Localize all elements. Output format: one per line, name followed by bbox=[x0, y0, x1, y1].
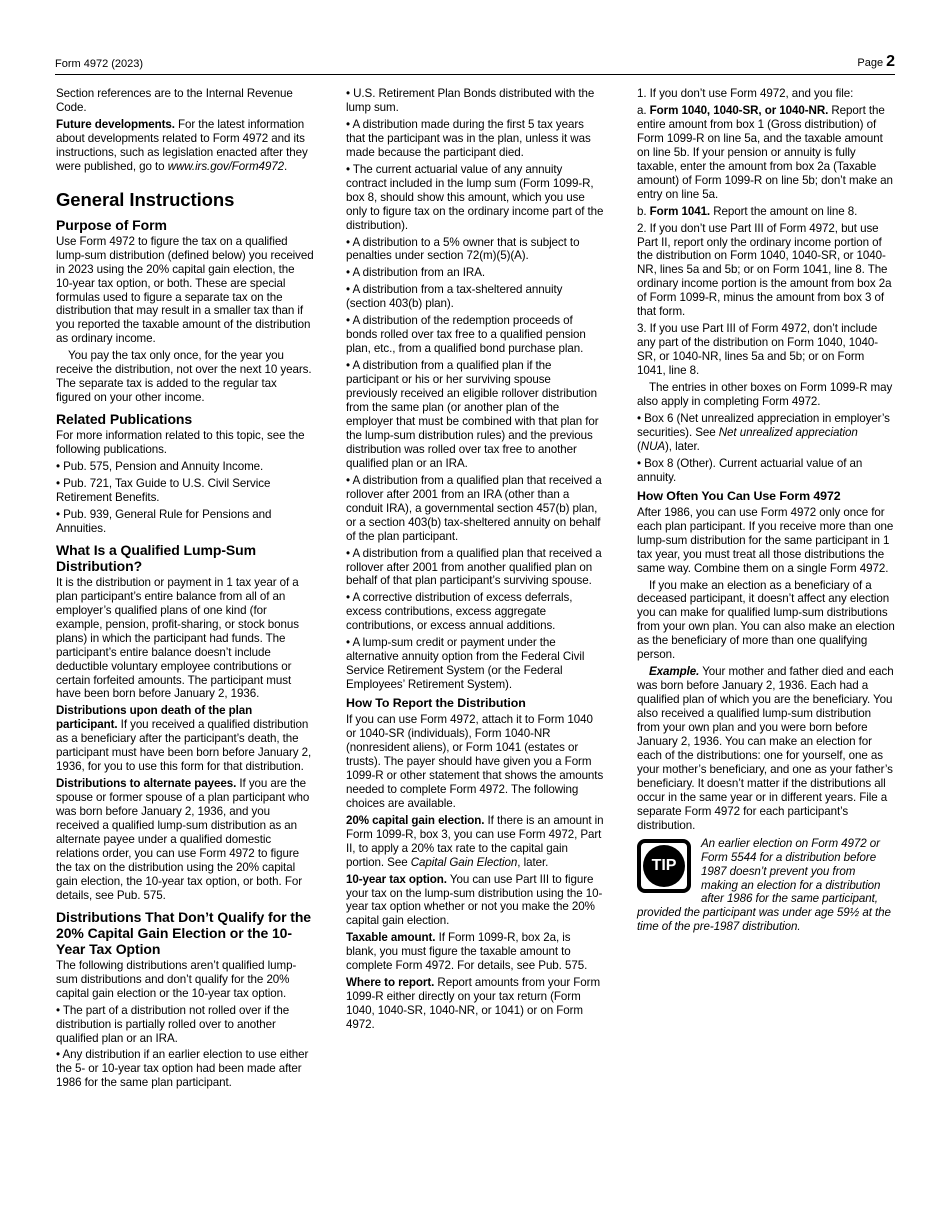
list-item: • A distribution from an IRA. bbox=[346, 266, 485, 280]
list-item: • The part of a distribution not rolled over if the distribution is partially rolled over to another qualified plan or an IRA. bbox=[56, 1003, 290, 1045]
box-6-item: • Box 6 (Net unrealized appreciation in employer’s securities). See Net unrealized appreciation (NUA), later. bbox=[637, 411, 890, 453]
numbered-item-3: 3. If you use Part III of Form 4972, don’t include any part of the distribution on Form 1040, 1040-SR, or 1040-NR, lines 5a and 5b; or on Form 1041, line 8. bbox=[637, 322, 879, 378]
column-2 bbox=[346, 87, 604, 1035]
list-item: • A lump-sum credit or payment under the alternative annuity option from the Federal Civil Service Retirement System (or the Federal Employees’ Retirement System). bbox=[346, 636, 585, 692]
entries-paragraph: The entries in other boxes on Form 1099-R may also apply in completing Form 4972. bbox=[637, 381, 893, 409]
page-indicator bbox=[857, 53, 895, 71]
list-item: • A distribution made during the first 5 tax years that the participant was in the plan, unless it was made because the participant died. bbox=[346, 117, 591, 159]
purpose-paragraph: Use Form 4972 to figure the tax on a qualified lump-sum distribution (defined below) you received in 2023 using the 20% capital gain election, the 10-year tax option, or both. These are special formulas used to figure a separate tax on the distribution that may result in a smaller tax than if you reported the taxable amount of the distribution as ordinary income. bbox=[56, 234, 314, 346]
capital-gain-paragraph: 20% capital gain election. If there is an amount in Form 1099-R, box 3, you can use Form 4972, Part II, to apply a 20% tax rate to the capital gain portion. See Capital Gain Election, later. bbox=[346, 813, 604, 869]
example-paragraph: Example. Your mother and father died and each was born before January 2, 1936. Each had a qualified plan of which you are the beneficiary. You also received a qualified lump-sum distribution from your own plan and you were born before January 2, 1936. You can make an election for each of the distributions: one for yourself, one as your mother’s beneficiary, and one as your father’s beneficiary. It doesn’t matter if the distributions all occur in the same year or in different years. File a separate Form 4972 for each participant’s distribution. bbox=[637, 665, 894, 832]
list-item: • A distribution of the redemption proceeds of bonds rolled over tax free to a qualified pension plan, etc., from a qualified bond purchase plan. bbox=[346, 314, 586, 356]
death-paragraph: Distributions upon death of the plan participant. If you received a qualified distribution as a beneficiary after the participant’s death, the participant must have been born before January 2, 1936, for you to use this form for that distribution. bbox=[56, 704, 312, 774]
pub-939: • Pub. 939, General Rule for Pensions and Annuities. bbox=[56, 507, 272, 535]
tip-icon bbox=[637, 839, 691, 893]
page-number: 2 bbox=[886, 53, 895, 70]
list-item: • The current actuarial value of any annuity contract included in the lump sum (Form 1099-R, box 8, should show this amount, which you use only to figure tax on the ordinary income part of the distribution). bbox=[346, 162, 604, 232]
list-item: • U.S. Retirement Plan Bonds distributed with the lump sum. bbox=[346, 87, 595, 114]
how-often-paragraph: After 1986, you can use Form 4972 only once for each plan participant. If you receive more than one lump-sum distribution for the same participant in 1 tax year, you must treat all those distributions the same way. Combine them on a single Form 4972. bbox=[637, 505, 894, 575]
irs-link[interactable]: www.irs.gov/Form4972 bbox=[167, 159, 284, 173]
related-publications-heading: Related Publications bbox=[56, 411, 193, 428]
box-8-item: • Box 8 (Other). Current actuarial value of an annuity. bbox=[637, 456, 863, 484]
ten-year-paragraph: 10-year tax option. You can use Part III to figure your tax on the lump-sum distribution using the 10-year tax option whether or not you make the 20% capital gain election. bbox=[346, 872, 603, 928]
purpose-paragraph-2: You pay the tax only once, for the year you receive the distribution, not over the next 10 years. The separate tax is added to the regular tax figured on your other income. bbox=[56, 349, 312, 405]
pub-721: • Pub. 721, Tax Guide to U.S. Civil Service Retirement Benefits. bbox=[56, 477, 271, 504]
item-1a: a. Form 1040, 1040-SR, or 1040-NR. Report the entire amount from box 1 (Gross distribution) of Form 1099-R on line 5a, and the taxable amount on line 5b. If your pension or annuity is fully taxable, enter the amount from box 2a (Taxable amount) of Form 1099-R on line 5b; don’t make an entry on line 5a. bbox=[637, 103, 893, 201]
list-item: • A distribution from a qualified plan that received a rollover after 2001 from an IRA (other than a conduit IRA), a governmental section 457(b) plan, or a section 403(b) tax-sheltered annuity on behalf of the plan participant. bbox=[346, 473, 602, 543]
list-item: • A distribution to a 5% owner that is subject to penalties under section 72(m)(5)(A). bbox=[346, 235, 580, 263]
dont-qualify-paragraph: The following distributions aren’t qualified lump-sum distributions and don’t qualify for the 20% capital gain election or the 10-year tax option. bbox=[56, 958, 297, 1000]
column-1 bbox=[56, 87, 314, 1093]
what-is-paragraph: It is the distribution or payment in 1 tax year of a plan participant’s entire balance from all of an employer’s qualified plans of one kind (for example, pension, profit-sharing, or stock bonus plans) in which the participant had funds. The participant’s entire balance doesn’t include deductible voluntary employee contributions or certain forfeited amounts. The participant must have been born before January 2, 1936. bbox=[56, 575, 299, 701]
section-references: Section references are to the Internal Revenue Code. bbox=[56, 87, 293, 114]
related-paragraph: For more information related to this topic, see the following publications. bbox=[56, 429, 305, 457]
alternate-payees-paragraph: Distributions to alternate payees. If you are the spouse or former spouse of a plan participant who was born before January 2, 1936, and you received a qualified lump-sum distribution as an alternate payee under a qualified domestic relations order, you can use Form 4972 to figure the tax on the distribution using the 20% capital gain election, the 10-year tax option, or both. For details, see Pub. 575. bbox=[56, 777, 310, 902]
list-item: • Any distribution if an earlier election to use either the 5- or 10-year tax option had been made after 1986 for the same plan participant. bbox=[56, 1048, 309, 1090]
report-paragraph: If you can use Form 4972, attach it to Form 1040 or 1040-SR (individuals), Form 1040-NR (nonresident aliens), or Form 1041 (estates or trusts). The payer should have given you a Form 1099-R or other statement that shows the amounts needed to complete Form 4972. The following choices are available. bbox=[346, 713, 604, 810]
where-to-report-paragraph: Where to report. Report amounts from your Form 1099-R either directly on your tax return (Form 1040, 1040-SR, 1040-NR, or 1041) or on Form 4972. bbox=[346, 976, 601, 1032]
list-item: • A distribution from a qualified plan if the participant or his or her surviving spouse previously received an eligible rollover distribution from the same plan (or another plan of the employer that must be combined with that plan for the lump-sum distribution rules) and the previous distribution was rolled over tax free to another qualified plan or an IRA. bbox=[346, 359, 599, 470]
general-instructions-heading: General Instructions bbox=[56, 188, 235, 210]
numbered-item-1: 1. If you don’t use Form 4972, and you file: bbox=[637, 87, 854, 100]
page-label: Page bbox=[857, 57, 884, 69]
how-to-report-heading: How To Report the Distribution bbox=[346, 696, 526, 711]
tip-label: TIP bbox=[643, 845, 685, 887]
beneficiary-paragraph: If you make an election as a beneficiary of a deceased participant, it doesn’t affect any election you can make for qualified lump-sum distributions from your own plan. You can also make an election as the beneficiary of more than one qualifying person. bbox=[637, 578, 895, 662]
how-often-heading: How Often You Can Use Form 4972 bbox=[637, 488, 841, 503]
what-is-heading: What Is a Qualified Lump-Sum Distribution? bbox=[56, 541, 256, 574]
form-id: Form 4972 (2023) bbox=[55, 58, 144, 70]
pub-575: • Pub. 575, Pension and Annuity Income. bbox=[56, 460, 264, 474]
numbered-item-2: 2. If you don’t use Part III of Form 4972, but use Part II, report only the ordinary income portion of the distribution on Form 1040, 1040-SR, or 1040-NR, lines 5a and 5b; or on Form 1041, line 8. The ordinary income portion is the amount from box 2a of Form 1099-R, minus the amount from box 3 of that form. bbox=[637, 221, 892, 319]
list-item: • A corrective distribution of excess deferrals, excess contributions, excess aggregate contributions, or excess annual additions. bbox=[346, 591, 573, 633]
purpose-heading: Purpose of Form bbox=[56, 216, 167, 233]
list-item: • A distribution from a qualified plan that received a rollover after 2001 from another qualified plan on behalf of that plan participant’s surviving spouse. bbox=[346, 546, 602, 588]
taxable-amount-paragraph: Taxable amount. If Form 1099-R, box 2a, is blank, you must figure the taxable amount to complete Form 4972. For details, see Pub. 575. bbox=[346, 931, 588, 973]
tip-text: An earlier election on Form 4972 or Form 5544 for a distribution before 1987 doesn’t prevent you from making an election for a distribution after 1986 for the same participant, provided the participant was under age 59½ at the time of the pre-1987 distribution. bbox=[637, 836, 891, 934]
list-item: • A distribution from a tax-sheltered annuity (section 403(b) plan). bbox=[346, 283, 563, 311]
tip-box bbox=[637, 837, 895, 935]
column-3 bbox=[637, 87, 895, 934]
item-1b: b. Form 1041. Report the amount on line 8. bbox=[637, 204, 858, 218]
dont-qualify-heading: Distributions That Don’t Qualify for the 20% Capital Gain Election or the 10-Year Tax Option bbox=[56, 908, 312, 957]
page-header bbox=[55, 52, 895, 75]
future-developments: Future developments. For the latest information about developments related to Form 4972 and its instructions, such as legislation enacted after they were published, go to www.irs.gov/Form4972. bbox=[56, 117, 308, 173]
